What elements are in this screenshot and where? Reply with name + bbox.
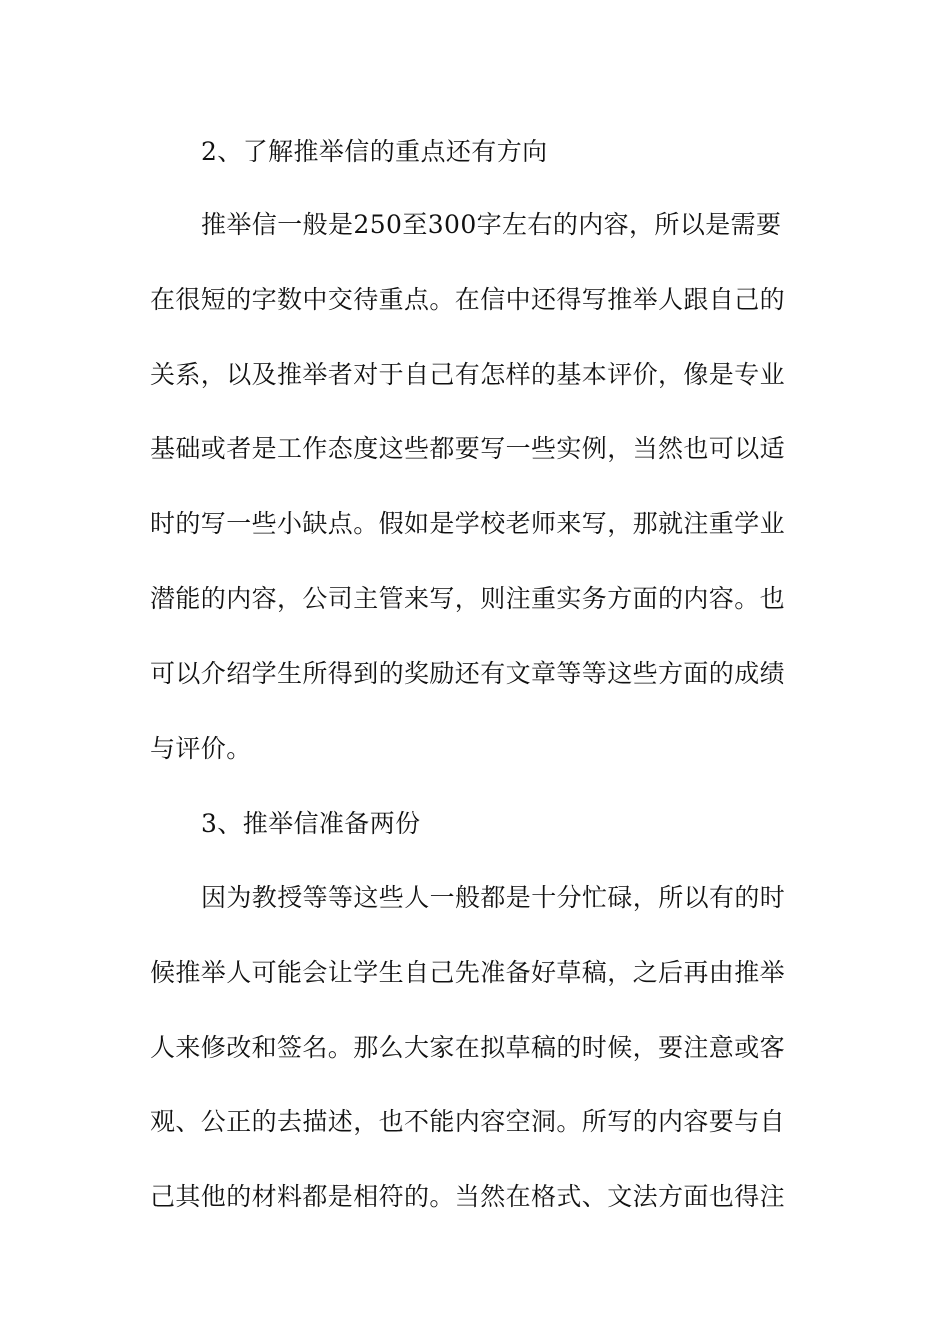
paragraph-line: 己其他的材料都是相符的。当然在格式、文法方面也得注 <box>150 1182 786 1211</box>
paragraph-line: 可以介绍学生所得到的奖励还有文章等等这些方面的成绩 <box>150 659 786 688</box>
paragraph-line: 基础或者是工作态度这些都要写一些实例，当然也可以适 <box>150 434 786 463</box>
paragraph-line: 观、公正的去描述，也不能内容空洞。所写的内容要与自 <box>150 1107 786 1136</box>
paragraph-line: 潜能的内容，公司主管来写，则注重实务方面的内容。也 <box>150 584 786 613</box>
paragraph-line: 时的写一些小缺点。假如是学校老师来写，那就注重学业 <box>150 509 786 538</box>
paragraph-line: 因为教授等等这些人一般都是十分忙碌，所以有的时 <box>201 883 786 912</box>
section-heading-3: 3、推举信准备两份 <box>201 809 421 838</box>
paragraph-line: 候推举人可能会让学生自己先准备好草稿，之后再由推举 <box>150 958 786 987</box>
paragraph-line: 关系，以及推举者对于自己有怎样的基本评价，像是专业 <box>150 360 786 389</box>
section-heading-2: 2、了解推举信的重点还有方向 <box>201 137 548 166</box>
paragraph-line: 与评价。 <box>150 734 252 763</box>
paragraph-line: 人来修改和签名。那么大家在拟草稿的时候，要注意或客 <box>150 1033 786 1062</box>
paragraph-line: 在很短的字数中交待重点。在信中还得写推举人跟自己的 <box>150 285 786 314</box>
paragraph-line: 推举信一般是250至300字左右的内容，所以是需要 <box>201 210 782 239</box>
